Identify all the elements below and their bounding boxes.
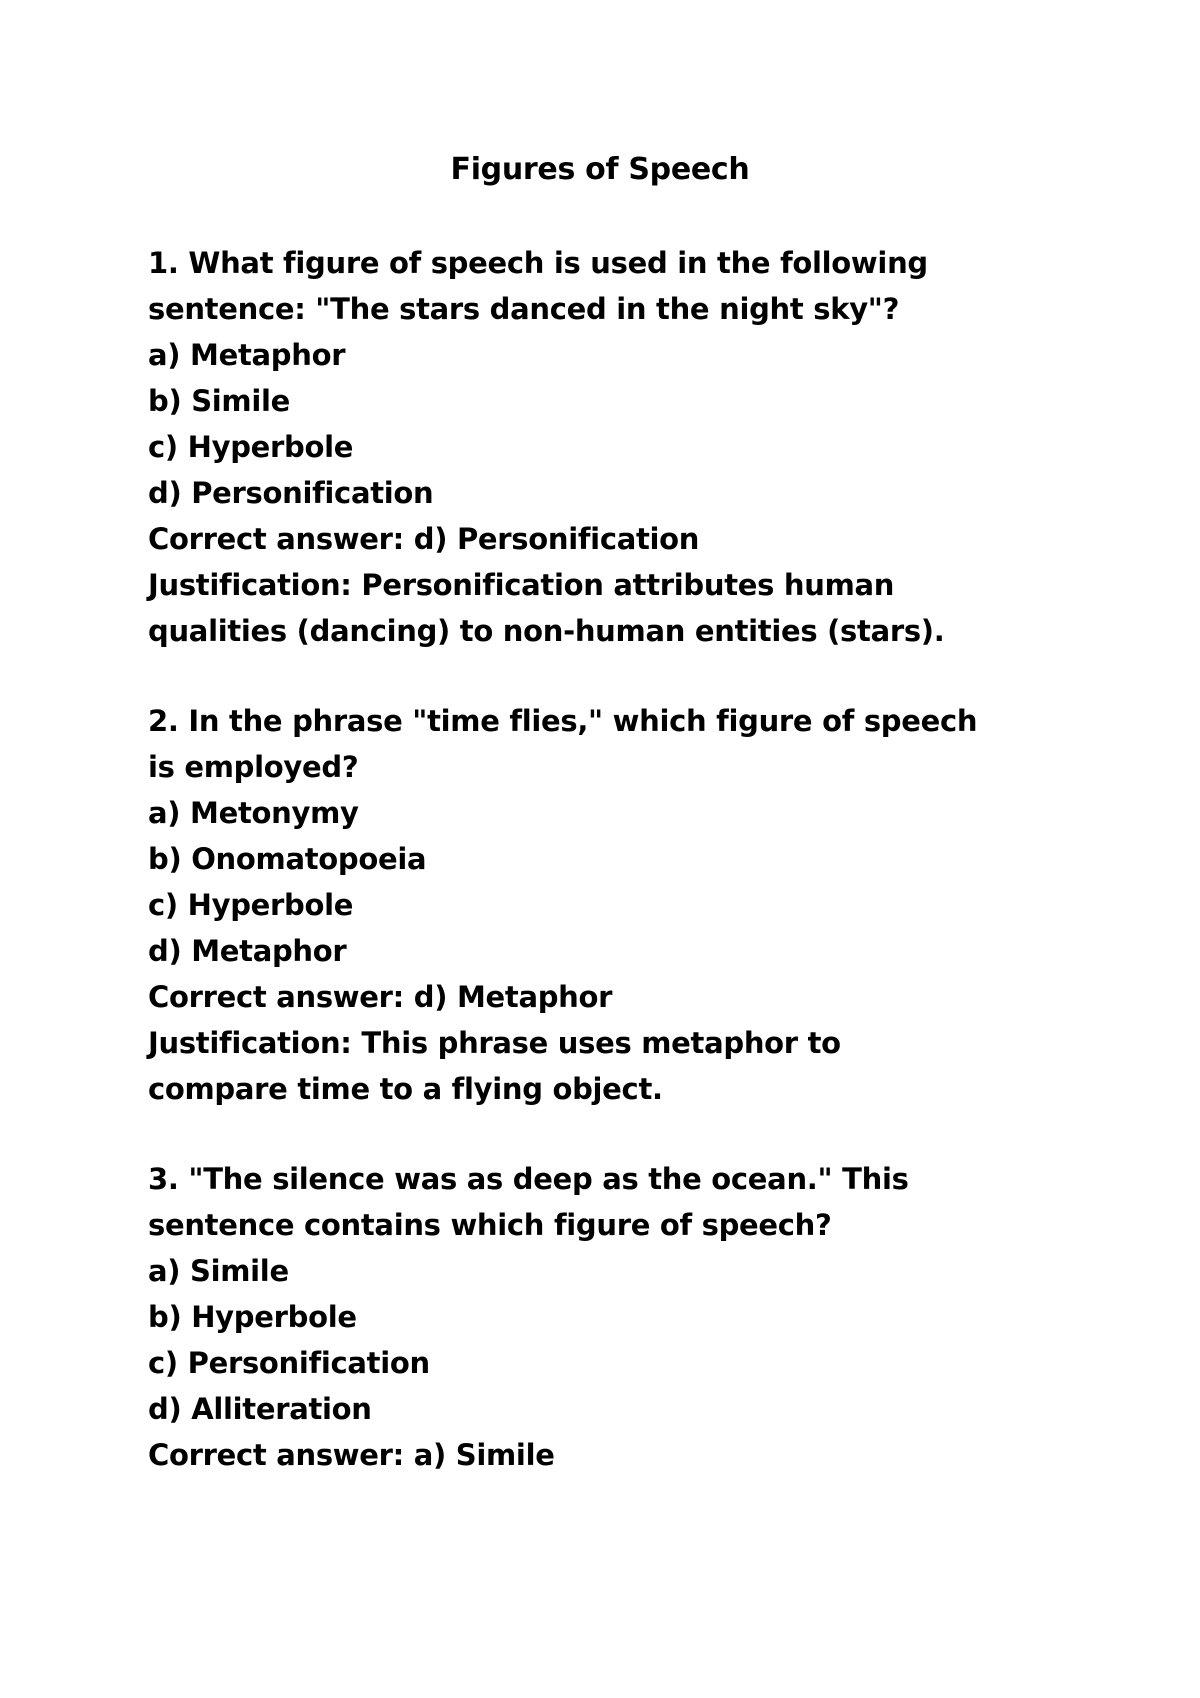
answer-option-a: a) Metaphor [148, 338, 346, 372]
question-text-line: is employed? [148, 750, 359, 784]
answer-option-a: a) Metonymy [148, 796, 359, 830]
answer-option-c: c) Personification [148, 1346, 430, 1380]
question-block-1 [148, 240, 1088, 654]
correct-answer: Correct answer: a) Simile [148, 1438, 555, 1472]
answer-option-d: d) Personification [148, 476, 434, 510]
answer-option-b: b) Onomatopoeia [148, 842, 427, 876]
answer-option-d: d) Metaphor [148, 934, 347, 968]
question-text-line: 2. In the phrase "time flies," which figure of speech [148, 704, 978, 738]
justification-line: Justification: This phrase uses metaphor to [148, 1026, 841, 1060]
answer-option-b: b) Simile [148, 384, 291, 418]
answer-option-a: a) Simile [148, 1254, 289, 1288]
question-text-line: sentence: "The stars danced in the night sky"? [148, 292, 900, 326]
document-title: Figures of Speech [450, 152, 750, 187]
question-block-3 [148, 1156, 1088, 1478]
justification-line: qualities (dancing) to non-human entities (stars). [148, 614, 945, 648]
question-text-line: sentence contains which figure of speech? [148, 1208, 832, 1242]
answer-option-b: b) Hyperbole [148, 1300, 357, 1334]
correct-answer: Correct answer: d) Metaphor [148, 980, 613, 1014]
question-text-line: 1. What figure of speech is used in the following [148, 246, 928, 280]
answer-option-d: d) Alliteration [148, 1392, 372, 1426]
question-block-2 [148, 698, 1088, 1112]
justification-line: Justification: Personification attributes human [148, 568, 895, 602]
justification-line: compare time to a flying object. [148, 1072, 663, 1106]
question-text-line: 3. "The silence was as deep as the ocean." This [148, 1162, 909, 1196]
answer-option-c: c) Hyperbole [148, 430, 354, 464]
correct-answer: Correct answer: d) Personification [148, 522, 700, 556]
answer-option-c: c) Hyperbole [148, 888, 354, 922]
